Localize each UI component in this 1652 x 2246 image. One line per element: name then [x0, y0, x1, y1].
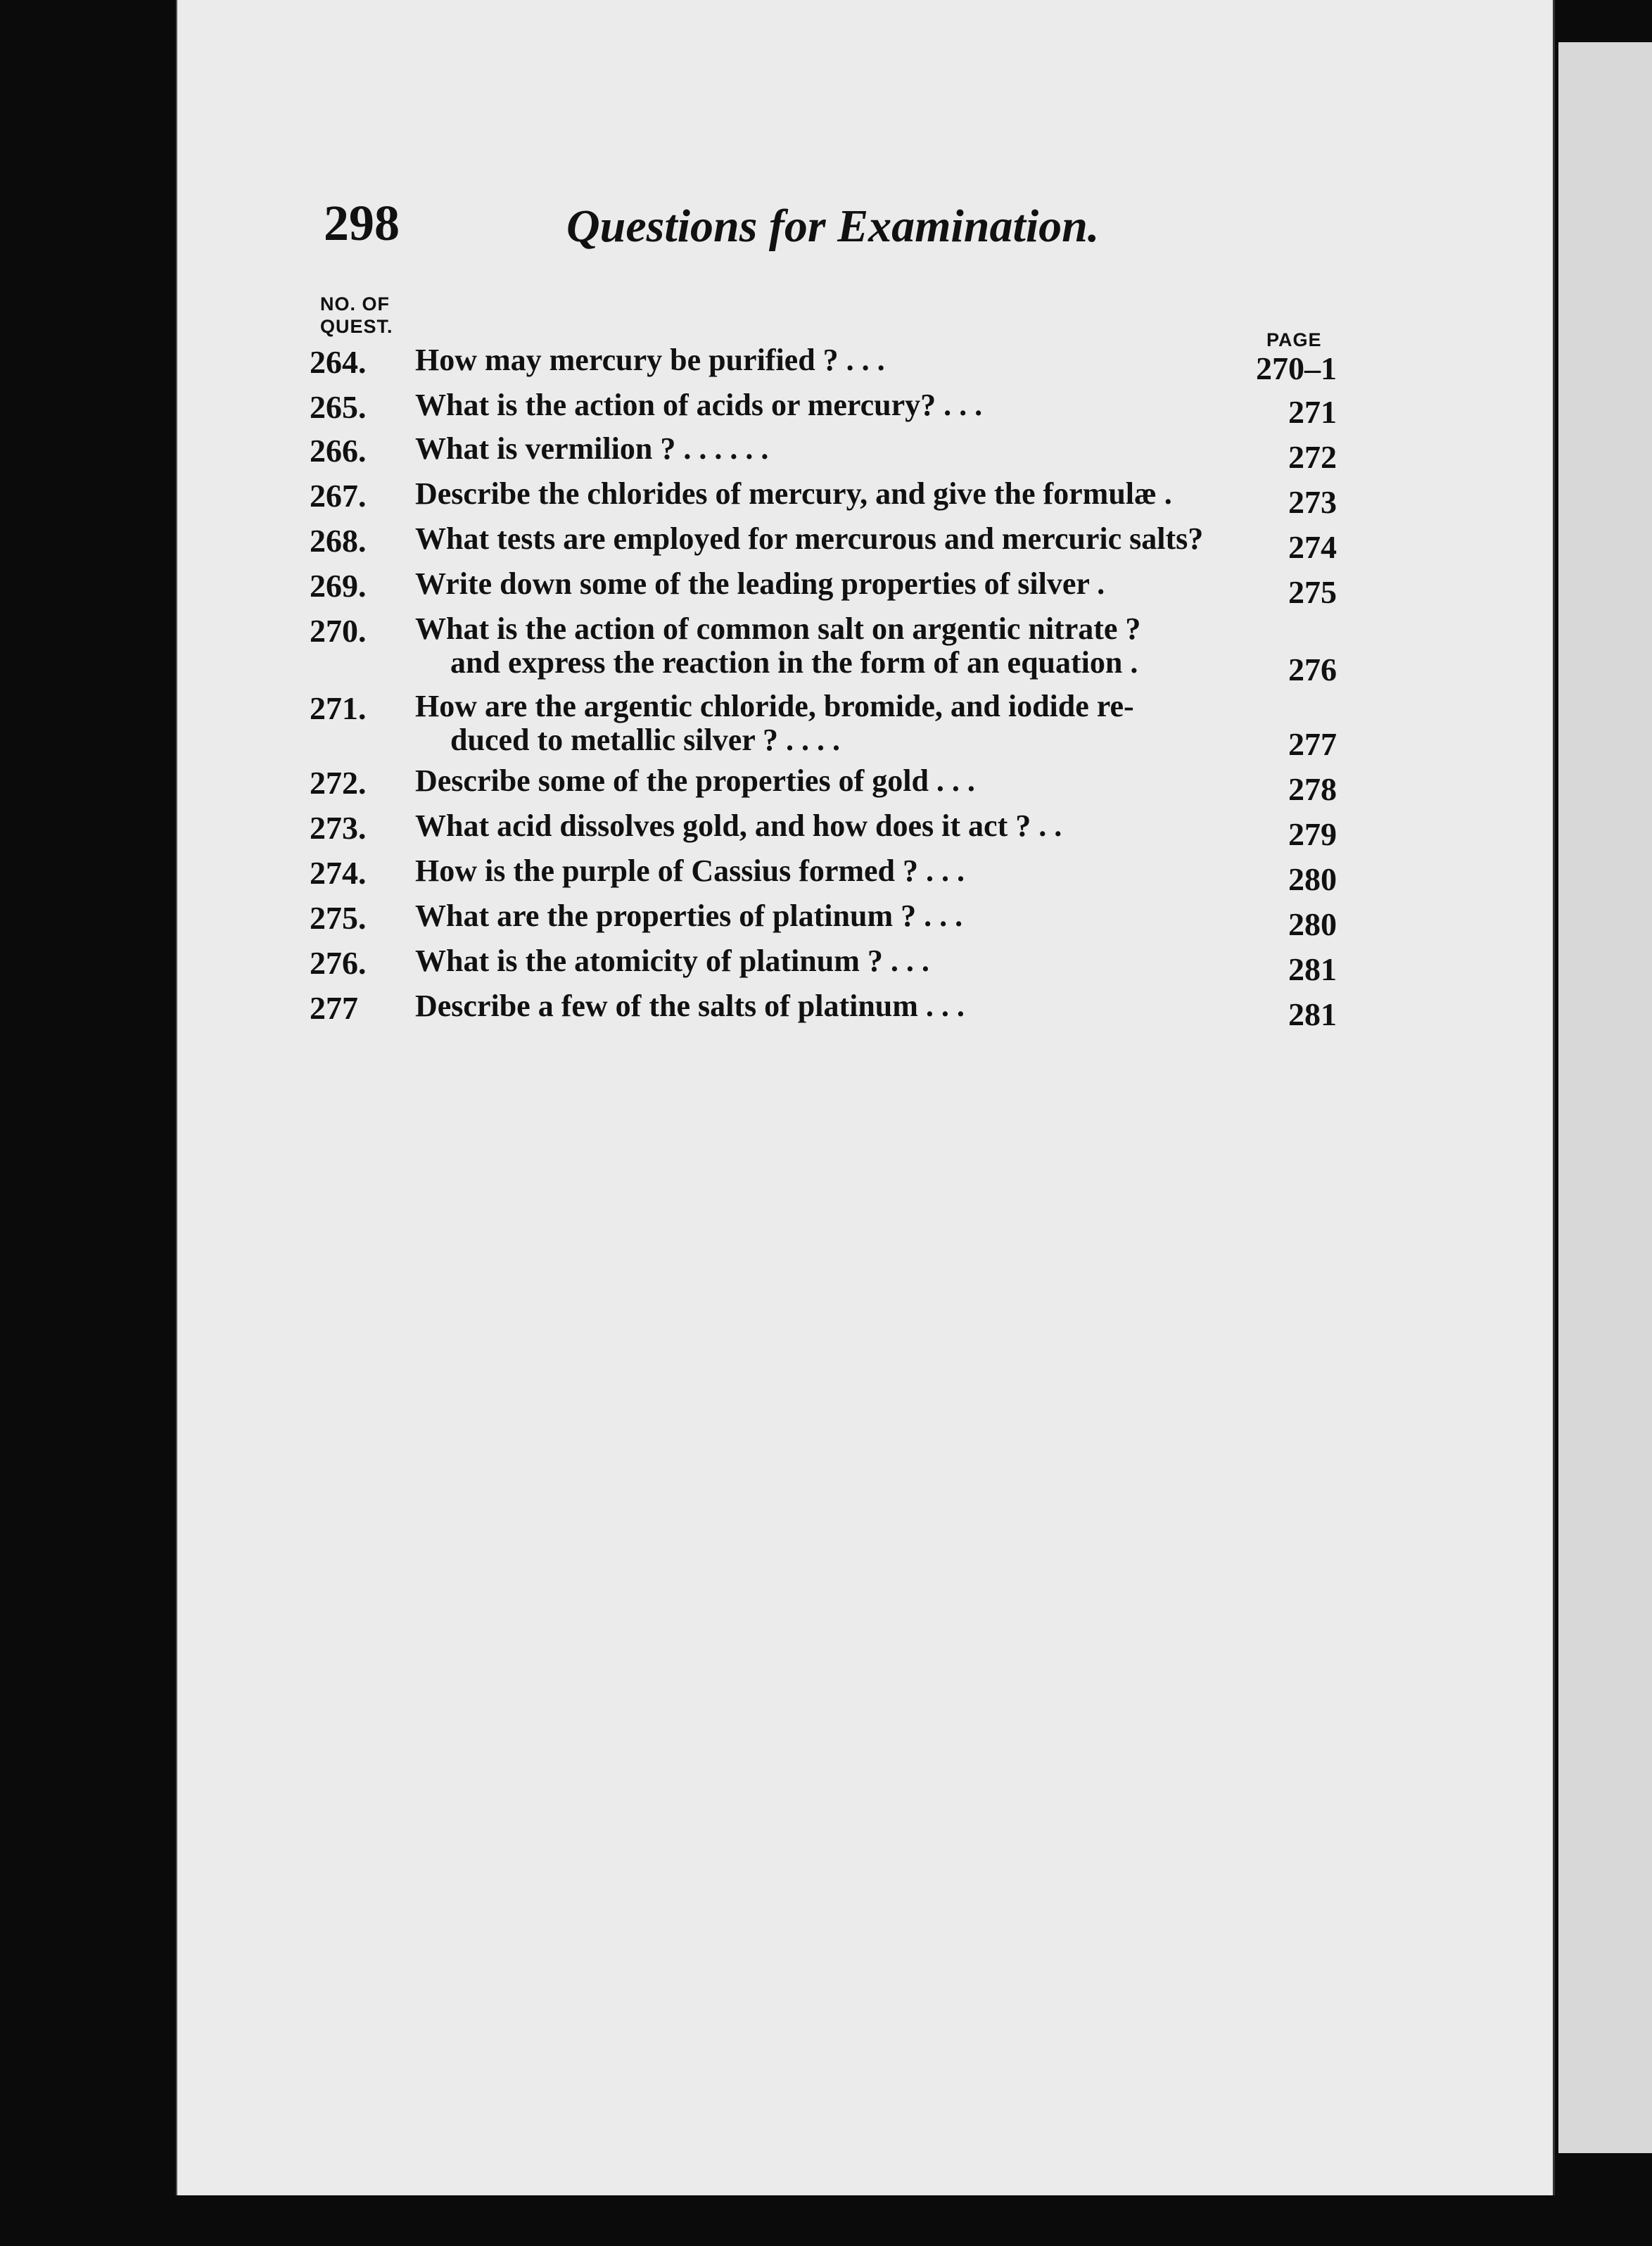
question-text-continued: duced to metallic silver ? . . . .	[450, 723, 840, 757]
page-reference: 271	[1288, 394, 1337, 430]
page-reference: 277	[1288, 726, 1337, 762]
question-number: 265.	[310, 389, 367, 425]
question-entry	[310, 764, 1337, 809]
page-reference: 281	[1288, 951, 1337, 987]
question-text: What tests are employed for mercurous and mercuric salts?	[415, 521, 1204, 556]
question-number: 276.	[310, 945, 367, 981]
page-reference: 275	[1288, 574, 1337, 610]
question-text-continued: and express the reaction in the form of an equation .	[450, 645, 1138, 680]
question-entry	[310, 612, 1337, 690]
question-number: 275.	[310, 900, 367, 936]
question-text: What is vermilion ? . . . . . .	[415, 431, 769, 466]
page-reference: 272	[1288, 439, 1337, 475]
column-header-line-1: NO. OF	[320, 293, 390, 315]
question-number: 267.	[310, 478, 367, 514]
question-number: 273.	[310, 810, 367, 846]
page-number: 298	[324, 195, 400, 251]
question-number: 268.	[310, 523, 367, 559]
page-reference: 270–1	[1256, 350, 1337, 386]
page-reference: 280	[1288, 861, 1337, 897]
page-reference: 279	[1288, 816, 1337, 852]
question-entry	[310, 690, 1337, 764]
column-header-line-2: QUEST.	[320, 316, 393, 337]
question-entry	[310, 477, 1337, 522]
facing-page-edge	[1558, 42, 1652, 2153]
question-text: Describe a few of the salts of platinum . . .	[415, 989, 965, 1023]
question-entry	[310, 432, 1337, 477]
question-entry	[310, 809, 1337, 854]
question-entry	[310, 343, 1337, 388]
page-reference: 280	[1288, 906, 1337, 942]
question-entry	[310, 567, 1337, 612]
page-reference: 281	[1288, 996, 1337, 1032]
question-text: Write down some of the leading properties of silver .	[415, 566, 1105, 601]
running-title: Questions for Examination.	[566, 201, 1100, 252]
question-entry	[310, 944, 1337, 989]
question-number: 274.	[310, 855, 367, 891]
question-entry	[310, 899, 1337, 944]
question-text: What acid dissolves gold, and how does it act ? . .	[415, 808, 1062, 843]
question-entry	[310, 522, 1337, 567]
question-text: What are the properties of platinum ? . . .	[415, 899, 963, 933]
question-entry	[310, 989, 1337, 1034]
question-text: What is the atomicity of platinum ? . . .	[415, 944, 929, 978]
question-number: 264.	[310, 344, 367, 380]
question-text: Describe some of the properties of gold . . .	[415, 763, 975, 798]
question-text: How may mercury be purified ? . . .	[415, 343, 885, 377]
page-reference: 278	[1288, 771, 1337, 807]
question-text: What is the action of acids or mercury? . . .	[415, 388, 983, 422]
running-head	[324, 194, 1133, 272]
question-list	[310, 343, 1337, 1034]
page-reference: 276	[1288, 652, 1337, 687]
question-number: 277	[310, 990, 358, 1026]
question-text: How are the argentic chloride, bromide, and iodide re-	[415, 689, 1134, 723]
question-entry	[310, 388, 1337, 432]
page-reference: 274	[1288, 529, 1337, 565]
question-text: Describe the chlorides of mercury, and give the formulæ .	[415, 476, 1172, 511]
question-number: 270.	[310, 613, 367, 649]
question-text: How is the purple of Cassius formed ? . . .	[415, 854, 965, 888]
question-number: 269.	[310, 568, 367, 604]
page-reference: 273	[1288, 484, 1337, 520]
question-entry	[310, 854, 1337, 899]
column-header-question-number	[320, 293, 393, 338]
column-header-page: PAGE	[1266, 329, 1322, 350]
question-text: What is the action of common salt on argentic nitrate ?	[415, 611, 1141, 646]
question-number: 266.	[310, 433, 367, 469]
question-number: 272.	[310, 765, 367, 801]
question-number: 271.	[310, 690, 367, 726]
